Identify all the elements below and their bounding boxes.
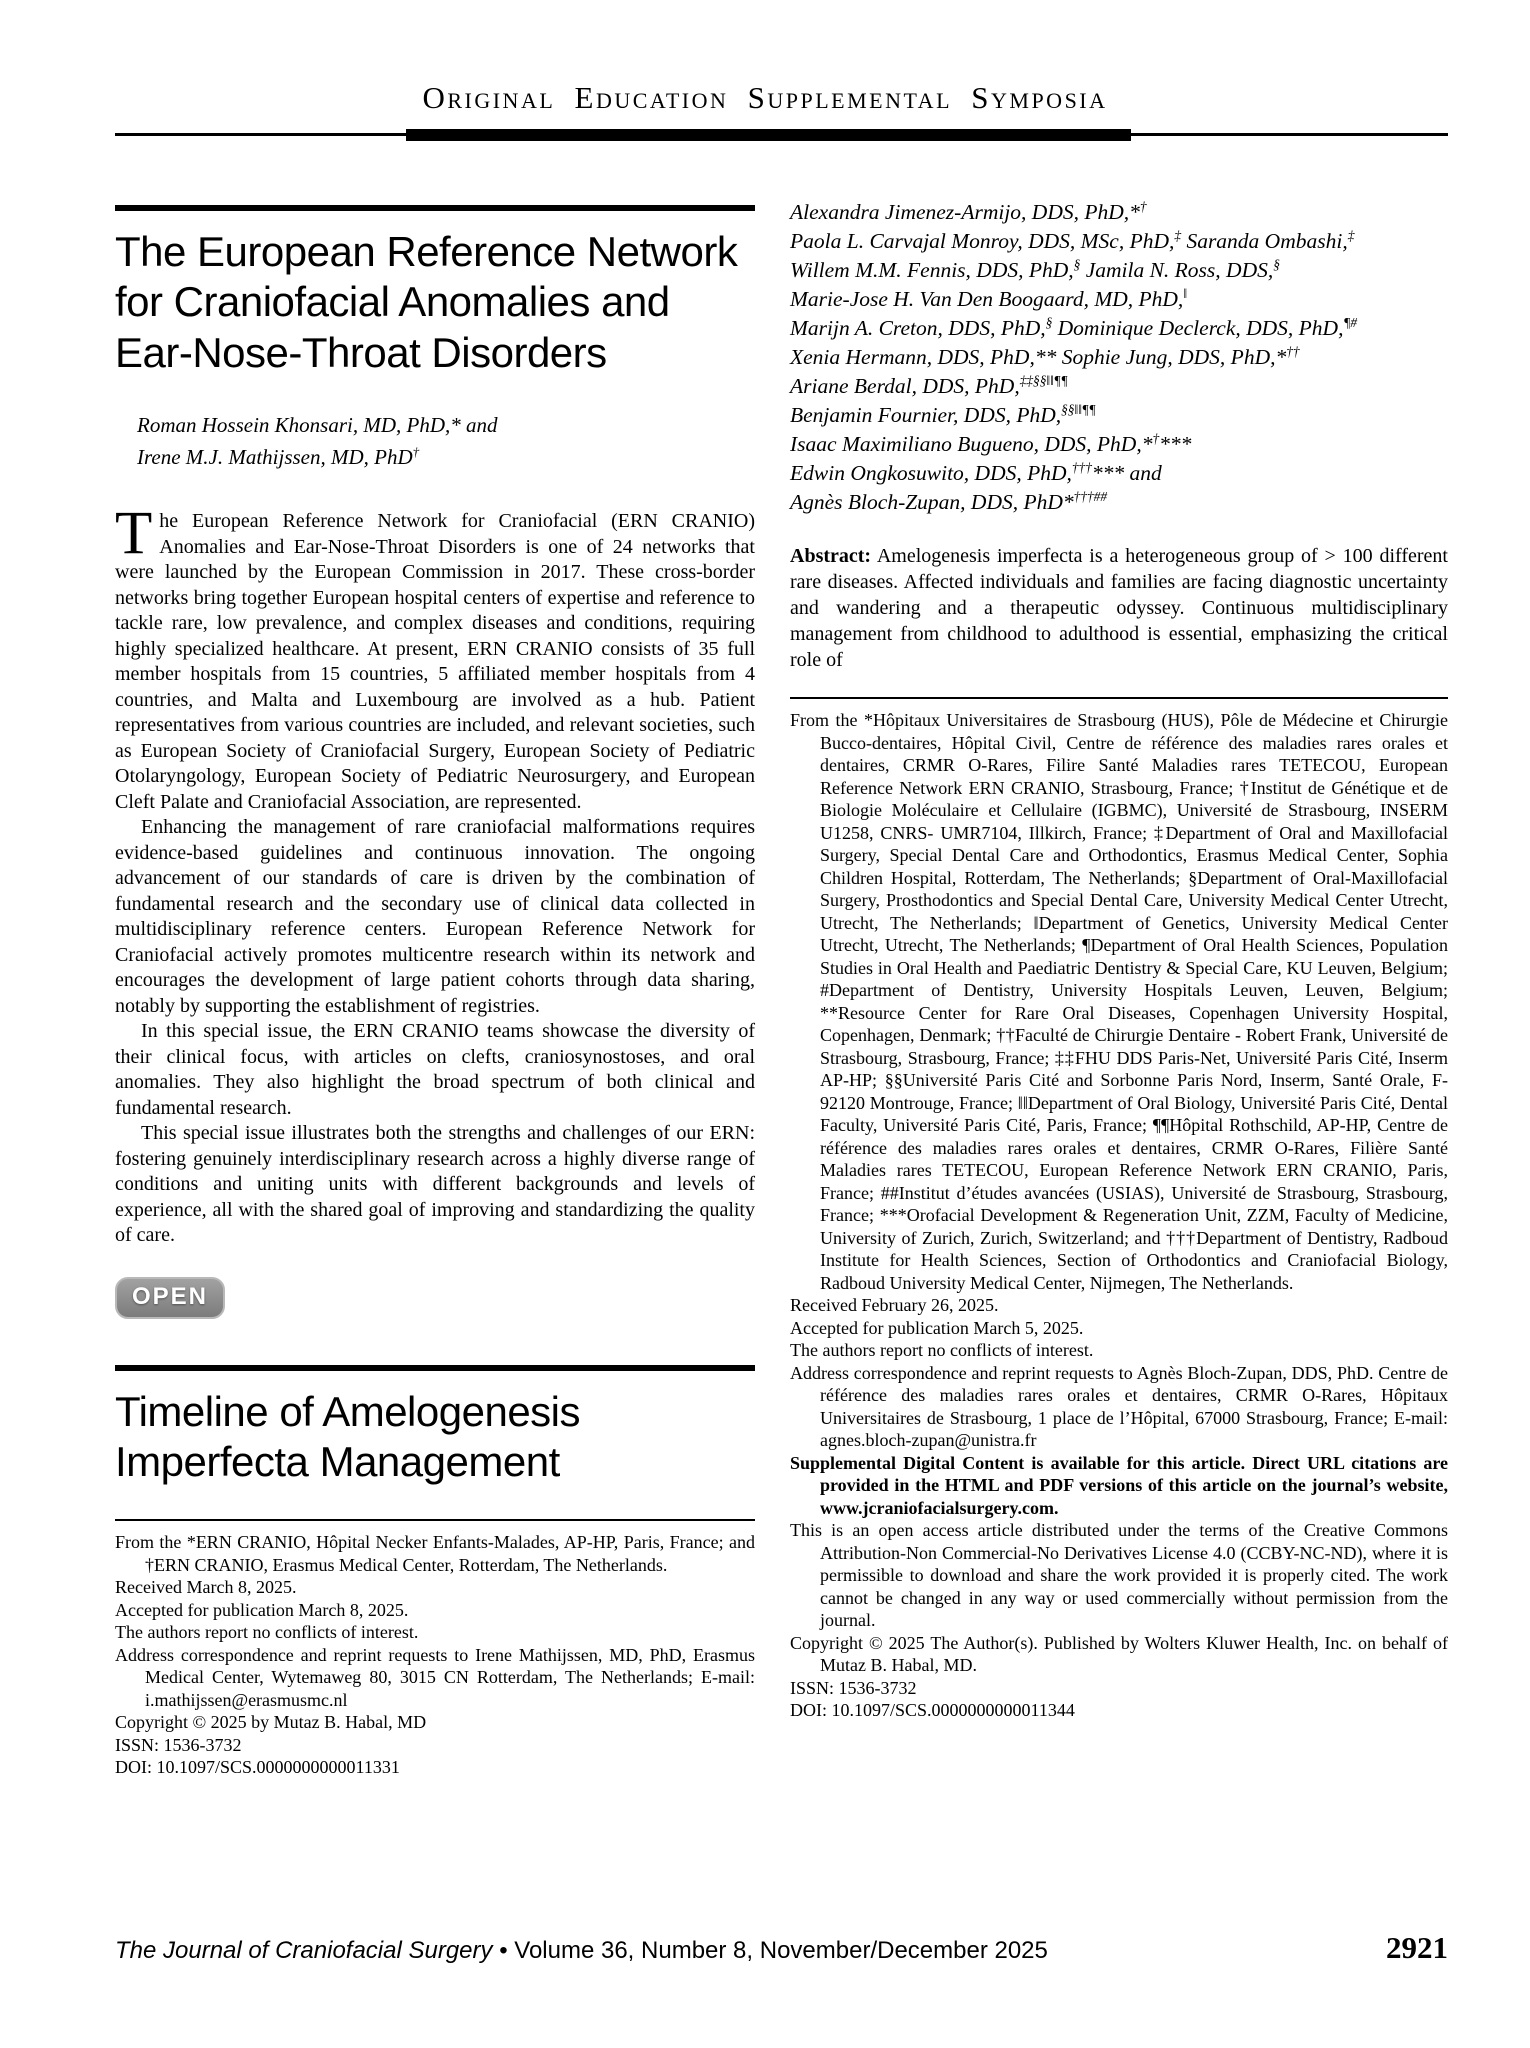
article2-top-rule: [115, 1365, 755, 1371]
footnote-copyright: Copyright © 2025 by Mutaz B. Habal, MD: [115, 1712, 427, 1733]
article1-top-rule: [115, 205, 755, 211]
article1-authors: [137, 410, 755, 473]
right-footnote-rule: [790, 697, 1448, 699]
footnote-correspondence: Address correspondence and reprint requests to Irene Mathijssen, MD, PhD, Erasmus Medical Center, Wytemaweg 80, 3015 CN Rotterdam, The Netherlands; E-mail: i.mathijssen@erasmusmc.nl: [115, 1644, 755, 1710]
paragraph: In this special issue, the ERN CRANIO teams showcase the diversity of their clinical focus, with articles on clefts, craniosynostoses, and oral anomalies. They also highlight the broad spectrum of both clinical and fundamental research.: [115, 1020, 755, 1119]
footnote-conflicts: The authors report no conflicts of interest.: [790, 1340, 1094, 1360]
footer-page-number: 2921: [1386, 1930, 1448, 1965]
author-line: Benjamin Fournier, DDS, PhD,§§‖‖¶¶: [790, 401, 1096, 427]
abstract-text: Amelogenesis imperfecta is a heterogeneous group of > 100 different rare diseases. Affected individuals and families are facing diagnostic uncertainty and wandering and a therapeutic odyssey. Continuous multidisciplinary management from childhood to adulthood is essential, emphasizing the critical role of: [790, 545, 1448, 671]
footnote-issn: ISSN: 1536-3732: [790, 1677, 917, 1698]
section-banner: Original Education Supplemental Symposia: [422, 80, 1108, 115]
paragraph: Enhancing the management of rare craniofacial malformations requires evidence-based guidelines and continuous innovation. The ongoing advancement of our standards of care is driven by the combination of fundamental research and the secondary use of clinical data collected in multidisciplinary reference centers. European Reference Network for Craniofacial actively promotes multicentre research within its network and encourages the development of large patient cohorts through data sharing, notably by supporting the establishment of registries.: [115, 816, 755, 1017]
footnote-copyright: Copyright © 2025 The Author(s). Published by Wolters Kluwer Health, Inc. on behalf of Mutaz B. Habal, MD.: [790, 1632, 1448, 1675]
article2-title: Timeline of Amelogenesis Imperfecta Management: [115, 1387, 581, 1486]
author-line: Xenia Hermann, DDS, PhD,** Sophie Jung, DDS, PhD,*††: [790, 343, 1300, 369]
author-line: Paola L. Carvajal Monroy, DDS, MSc, PhD,‡ Saranda Ombashi,‡: [790, 227, 1355, 253]
open-access-badge: OPEN: [115, 1277, 225, 1319]
footnote-correspondence: Address correspondence and reprint requests to Agnès Bloch-Zupan, DDS, PhD. Centre de référence des maladies rares orales et dentaires, CRMR O-Rares, Hôpitaux Universitaires de Strasbourg, 1 place de l’Hôpital, 67000 Strasbourg, France; E-mail: agnes.bloch-zupan@unistra.fr: [790, 1362, 1448, 1450]
footnote-accepted: Accepted for publication March 8, 2025.: [115, 1599, 409, 1620]
paragraph-text: he European Reference Network for Craniofacial (ERN CRANIO) Anomalies and Ear-Nose-Throat Disorders is one of 24 networks that were launched by the European Commission in 2017. These cross-border networks bring together European hospital centers of expertise and reference to tackle rare, low prevalence, and complex diseases and conditions, requiring highly specialized healthcare. At present, ERN CRANIO consists of 35 full member hospitals from 15 countries, 5 affiliated member hospitals from 4 countries, and Malta and Luxembourg are involved as a hub. Patient representatives from various countries are included, and relevant societies, such as European Society of Craniofacial Surgery, European Society of Pediatric Otolaryngology, European Society of Pediatric Neurosurgery, and European Cleft Palate and Craniofacial Association, are represented.: [115, 510, 755, 813]
author-line: Isaac Maximiliano Bugueno, DDS, PhD,*†***: [790, 430, 1192, 456]
author-line: Edwin Ongkosuwito, DDS, PhD,†††*** and: [790, 459, 1162, 485]
author-line: Marijn A. Creton, DDS, PhD,§ Dominique Declerck, DDS, PhD,¶#: [790, 314, 1358, 340]
author-line: Irene M.J. Mathijssen, MD, PhD†: [137, 443, 420, 469]
footnote-doi: DOI: 10.1097/SCS.0000000000011331: [115, 1757, 400, 1778]
page-footer: [115, 1930, 1448, 1966]
footnote-accepted: Accepted for publication March 5, 2025.: [790, 1317, 1084, 1338]
dropcap: T: [115, 500, 153, 568]
right-column: [790, 198, 1448, 1722]
footnote-affiliations: From the *Hôpitaux Universitaires de Strasbourg (HUS), Pôle de Médecine et Chirurgie Bucco-dentaires, Hôpital Civil, Centre de référence des maladies rares orales et dentaires, CRMR O-Rares, Filire Santé Maladies rares TETECOU, European Reference Network ERN CRANIO, Strasbourg, France; †Institut de Génétique et de Biologie Moléculaire et Cellulaire (IGBMC), Université de Strasbourg, INSERM U1258, CNRS- UMR7104, Illkirch, France; ‡Department of Oral and Maxillofacial Surgery, Special Dental Care and Orthodontics, Erasmus Medical Center, Sophia Children Hospital, Rotterdam, The Netherlands; §Department of Oral-Maxillofacial Surgery, Prosthodontics and Special Dental Care, University Medical Center Utrecht, Utrecht, The Netherlands; ‖Department of Genetics, University Medical Center Utrecht, Utrecht, The Netherlands; ¶Department of Oral Health Sciences, Population Studies in Oral Health and Paediatric Dentistry & Special Care, KU Leuven, Belgium; #Department of Dentistry, University Hospitals Leuven, Leuven, Belgium; **Resource Center for Rare Oral Diseases, Copenhagen University Hospital, Copenhagen, Denmark; ††Faculté de Chirurgie Dentaire - Robert Frank, Université de Strasbourg, Strasbourg, France; ‡‡FHU DDS Paris-Net, Université Paris Cité, Inserm AP-HP; §§Université Paris Cité and Sorbonne Paris Nord, Inserm, Santé Orale, F-92120 Montrouge, France; ‖‖Department of Oral Biology, Université Paris Cité, Dental Faculty, Université Paris Cité, Paris, France; ¶¶Hôpital Rothschild, AP-HP, Centre de référence des maladies rares orales et dentaires, CRMR O-Rares, Filière Santé Maladies rares TETECOU, European Reference Network ERN CRANIO, Paris, France; ##Institut d’études avancées (USIAS), Université de Strasbourg, Strasbourg, France; ***Orofacial Development & Regeneration Unit, ZZM, Faculty of Medicine, University of Zurich, Zurich, Switzerland; and †††Department of Dentistry, Radboud Institute for Health Sciences, Section of Orthodontics and Craniofacial Biology, Radboud University Medical Center, Nijmegen, The Netherlands.: [790, 710, 1448, 1293]
left-column: [115, 205, 755, 1779]
author-line: Agnès Bloch-Zupan, DDS, PhD*†††##: [790, 488, 1107, 514]
footnote-conflicts: The authors report no conflicts of interest.: [115, 1622, 419, 1643]
open-access-row: [115, 1277, 755, 1319]
footnote-doi: DOI: 10.1097/SCS.0000000000011344: [790, 1700, 1075, 1720]
left-footnote-rule: [115, 1519, 755, 1521]
article1-footnotes: [115, 1531, 755, 1779]
abstract: [790, 543, 1448, 673]
author-line: Alexandra Jimenez-Armijo, DDS, PhD,*†: [790, 198, 1147, 224]
article2-authors: [790, 198, 1448, 517]
paragraph: [115, 500, 755, 815]
banner-rule: [115, 129, 1448, 141]
footnote-received: Received March 8, 2025.: [115, 1577, 297, 1598]
footer-journal-line: [115, 1937, 1048, 1965]
footer-journal-title: The Journal of Craniofacial Surgery: [115, 1937, 493, 1964]
article1-body: [115, 500, 755, 1249]
article1-title: The European Reference Network for Craniofacial Anomalies and Ear-Nose-Throat Disorders: [115, 228, 738, 376]
author-line: Ariane Berdal, DDS, PhD,‡‡§§‖‖¶¶: [790, 372, 1068, 398]
footer-issue: • Volume 36, Number 8, November/December 2025: [492, 1937, 1048, 1964]
footnote-affiliations: From the *ERN CRANIO, Hôpital Necker Enfants-Malades, AP-HP, Paris, France; and †ERN CRANIO, Erasmus Medical Center, Rotterdam, The Netherlands.: [115, 1532, 755, 1575]
footnote-open-access: This is an open access article distributed under the terms of the Creative Commons Attribution-Non Commercial-No Derivatives License 4.0 (CCBY-NC-ND), where it is permissible to download and share the work provided it is properly cited. The work cannot be changed in any way or used commercially without permission from the journal.: [790, 1520, 1448, 1630]
author-line: Willem M.M. Fennis, DDS, PhD,§ Jamila N. Ross, DDS,§: [790, 256, 1280, 282]
author-line: Roman Hossein Khonsari, MD, PhD,* and: [137, 413, 498, 438]
banner-rule-thick: [406, 129, 1131, 141]
footnote-received: Received February 26, 2025.: [790, 1295, 999, 1315]
footnote-supplemental: Supplemental Digital Content is available for this article. Direct URL citations are provided in the HTML and PDF versions of this article on the journal’s website, www.jcraniofacialsurgery.com.: [790, 1452, 1448, 1518]
paragraph: This special issue illustrates both the strengths and challenges of our ERN: fostering genuinely interdisciplinary research across a highly diverse range of conditions and uniting units with different backgrounds and levels of experience, all with the shared goal of improving and standardizing the quality of care.: [115, 1122, 755, 1247]
abstract-label: Abstract:: [790, 545, 872, 567]
footnote-issn: ISSN: 1536-3732: [115, 1734, 242, 1755]
author-line: Marie-Jose H. Van Den Boogaard, MD, PhD,‖: [790, 285, 1188, 311]
article2-footnotes: [790, 709, 1448, 1722]
